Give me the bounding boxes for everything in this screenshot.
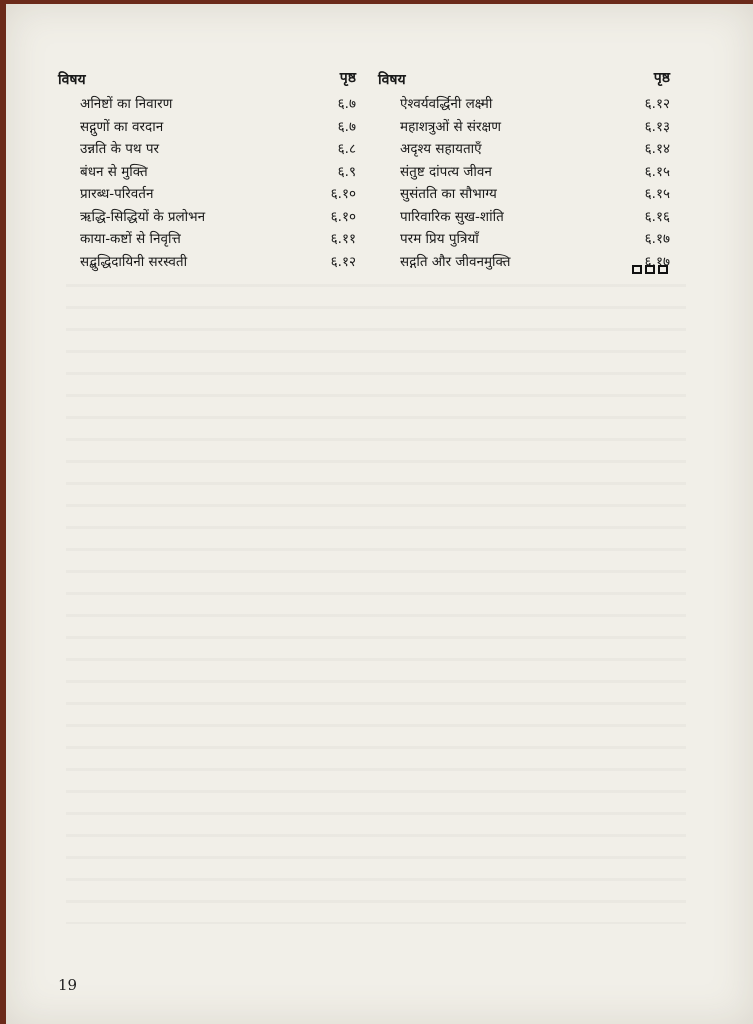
- entry-title: ऋद्धि-सिद्धियों के प्रलोभन: [80, 208, 206, 225]
- entry-page: ६.१२: [330, 253, 356, 270]
- page-number: 19: [58, 976, 78, 994]
- entry-title: परम प्रिय पुत्रियाँ: [400, 231, 479, 247]
- toc-entry: [58, 160, 356, 183]
- toc-column-right: [378, 68, 670, 272]
- entry-page: ६.७: [337, 118, 356, 135]
- subject-heading: विषय: [58, 72, 86, 88]
- entry-title: अदृश्य सहायताएँ: [400, 141, 482, 157]
- subject-heading: विषय: [378, 72, 406, 88]
- entry-title: बंधन से मुक्ति: [80, 163, 148, 180]
- toc-header-right: [378, 68, 670, 92]
- page-heading: पृष्ठ: [653, 70, 670, 86]
- entry-title: उन्नति के पथ पर: [80, 141, 160, 157]
- entry-title: सद्बुद्धिदायिनी सरस्वती: [80, 253, 188, 270]
- show-through-text: [66, 284, 686, 924]
- entry-page: ६.१५: [644, 186, 670, 202]
- entry-page: ६.९: [337, 163, 356, 180]
- entry-page: ६.७: [337, 96, 356, 112]
- page-heading: पृष्ठ: [339, 70, 356, 86]
- entry-page: ६.८: [337, 141, 356, 157]
- entry-page: ६.१०: [330, 186, 356, 202]
- entry-title: सद्गति और जीवनमुक्ति: [400, 253, 511, 270]
- toc-entry: [58, 250, 356, 273]
- toc-entry: [378, 160, 670, 183]
- entry-title: प्रारब्ध-परिवर्तन: [80, 186, 154, 202]
- toc-entry: [58, 137, 356, 160]
- section-end-mark: [632, 265, 674, 277]
- entry-title: अनिष्टों का निवारण: [80, 96, 173, 112]
- toc-entry: [378, 250, 670, 273]
- entry-title: पारिवारिक सुख-शांति: [400, 208, 504, 225]
- entry-page: ६.१५: [644, 163, 670, 180]
- toc-entry: [58, 182, 356, 205]
- entry-title: महाशत्रुओं से संरक्षण: [400, 118, 501, 135]
- entry-title: ऐश्वर्यवर्द्धिनी लक्ष्मी: [400, 96, 493, 112]
- toc-entry: [378, 227, 670, 250]
- toc-entry: [378, 115, 670, 138]
- entry-title: संतुष्ट दांपत्य जीवन: [400, 163, 492, 180]
- entry-page: ६.१२: [644, 96, 670, 112]
- toc-entry: [378, 205, 670, 228]
- toc-column-left: [58, 68, 356, 272]
- toc-entry: [378, 92, 670, 115]
- toc-entry: [58, 115, 356, 138]
- entry-title: काया-कष्टों से निवृत्ति: [80, 231, 181, 247]
- entry-page: ६.१७: [644, 253, 670, 270]
- toc-entry: [58, 205, 356, 228]
- toc-entry: [378, 137, 670, 160]
- entry-page: ६.१०: [330, 208, 356, 225]
- book-page: [6, 4, 753, 1024]
- entry-title: सुसंतति का सौभाग्य: [400, 186, 497, 202]
- entry-page: ६.१३: [644, 118, 670, 135]
- entry-page: ६.१६: [644, 208, 670, 225]
- entry-page: ६.१४: [644, 141, 670, 157]
- entry-page: ६.१७: [644, 231, 670, 247]
- toc-entry: [378, 182, 670, 205]
- entry-title: सद्गुणों का वरदान: [80, 118, 164, 135]
- toc-header-left: [58, 68, 356, 92]
- entry-page: ६.११: [330, 231, 356, 247]
- toc-entry: [58, 92, 356, 115]
- toc-entry: [58, 227, 356, 250]
